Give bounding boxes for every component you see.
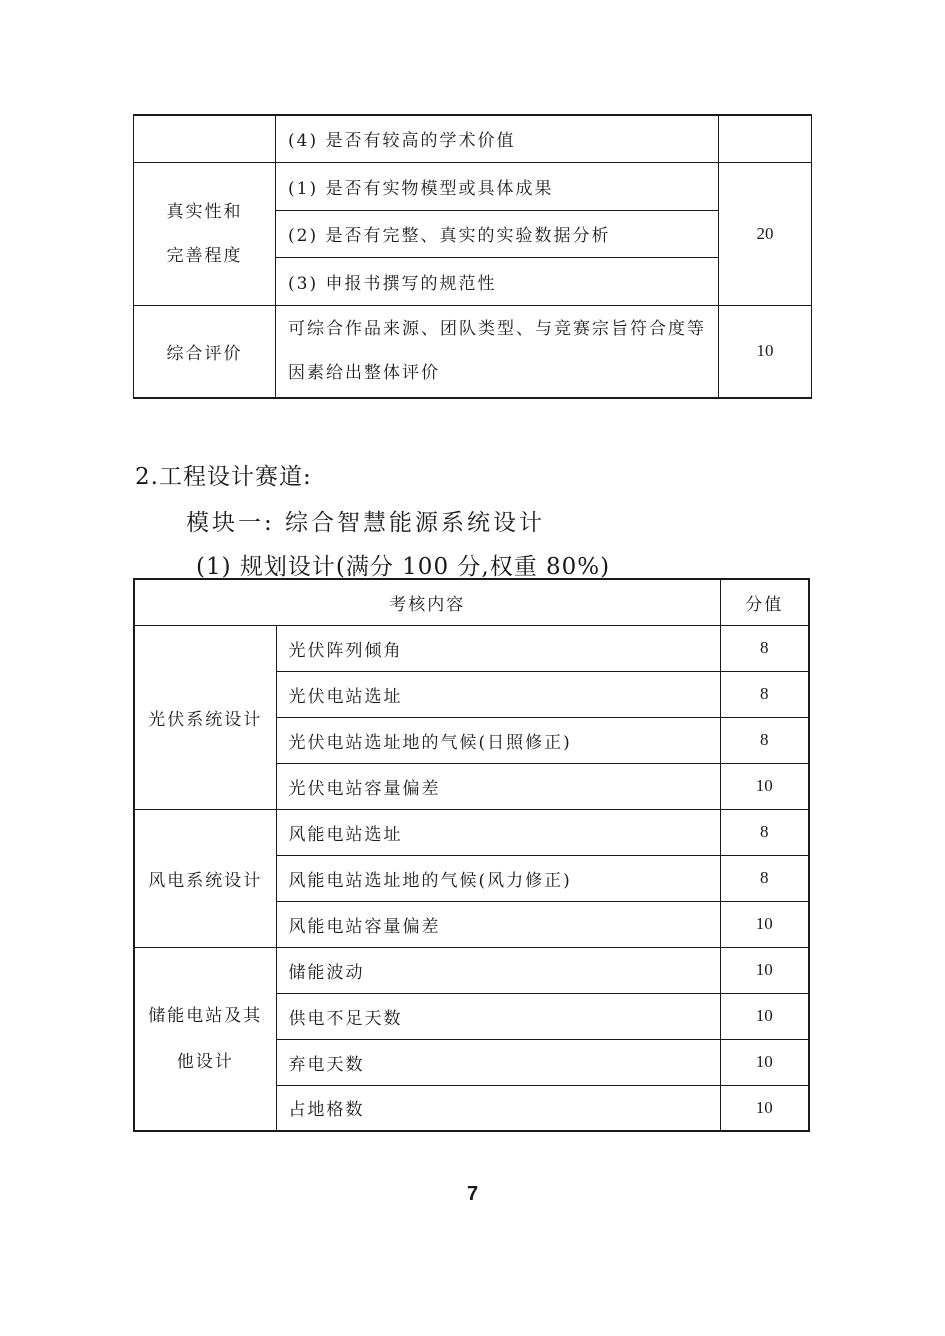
table-row <box>134 947 809 993</box>
score-cell <box>719 115 812 162</box>
score-cell: 8 <box>720 625 809 671</box>
table-row <box>134 115 812 162</box>
item-cell: 风能电站容量偏差 <box>276 901 720 947</box>
item-cell: 占地格数 <box>276 1085 720 1131</box>
page-number: 7 <box>466 1183 479 1205</box>
category-cell: 风电系统设计 <box>134 809 276 947</box>
score-cell: 8 <box>720 855 809 901</box>
score-cell: 10 <box>720 1085 809 1131</box>
sub-heading: (1) 规划设计(满分 100 分,权重 80%) <box>196 554 611 580</box>
category-cell <box>134 115 276 162</box>
item-cell: 供电不足天数 <box>276 993 720 1039</box>
track-heading: 2.工程设计赛道: <box>135 464 312 490</box>
table-row <box>134 625 809 671</box>
category-cell <box>134 162 276 305</box>
planning-design-table <box>133 578 810 1132</box>
table-header-row <box>134 579 809 625</box>
table-row <box>134 305 812 398</box>
criterion-cell: (3) 申报书撰写的规范性 <box>276 257 719 305</box>
criterion-cell: (4) 是否有较高的学术价值 <box>276 115 719 162</box>
criterion-cell: (1) 是否有实物模型或具体成果 <box>276 162 719 210</box>
item-cell: 光伏电站选址地的气候(日照修正) <box>276 717 720 763</box>
score-cell: 8 <box>720 809 809 855</box>
category-cell: 光伏系统设计 <box>134 625 276 809</box>
score-cell: 8 <box>720 717 809 763</box>
score-cell: 10 <box>720 993 809 1039</box>
category-label: 储能电站及其他设计 <box>148 1005 263 1072</box>
score-cell: 10 <box>720 763 809 809</box>
header-score: 分值 <box>720 579 809 625</box>
score-cell: 10 <box>719 305 812 398</box>
item-cell: 光伏电站选址 <box>276 671 720 717</box>
table-row <box>134 809 809 855</box>
item-cell: 储能波动 <box>276 947 720 993</box>
score-cell: 20 <box>719 162 812 305</box>
score-cell: 10 <box>720 947 809 993</box>
table-row <box>134 162 812 210</box>
evaluation-table-continued <box>133 114 812 399</box>
header-content: 考核内容 <box>134 579 720 625</box>
category-cell <box>134 947 276 1131</box>
item-cell: 风能电站选址地的气候(风力修正) <box>276 855 720 901</box>
item-cell: 风能电站选址 <box>276 809 720 855</box>
score-cell: 10 <box>720 1039 809 1085</box>
item-cell: 弃电天数 <box>276 1039 720 1085</box>
category-label: 真实性和完善程度 <box>166 201 243 266</box>
item-cell: 光伏电站容量偏差 <box>276 763 720 809</box>
score-cell: 10 <box>720 901 809 947</box>
criterion-cell: (2) 是否有完整、真实的实验数据分析 <box>276 210 719 257</box>
item-cell: 光伏阵列倾角 <box>276 625 720 671</box>
category-cell: 综合评价 <box>134 305 276 398</box>
description-cell: 可综合作品来源、团队类型、与竞赛宗旨符合度等因素给出整体评价 <box>276 305 719 398</box>
score-cell: 8 <box>720 671 809 717</box>
module-heading: 模块一: 综合智慧能源系统设计 <box>186 510 546 536</box>
